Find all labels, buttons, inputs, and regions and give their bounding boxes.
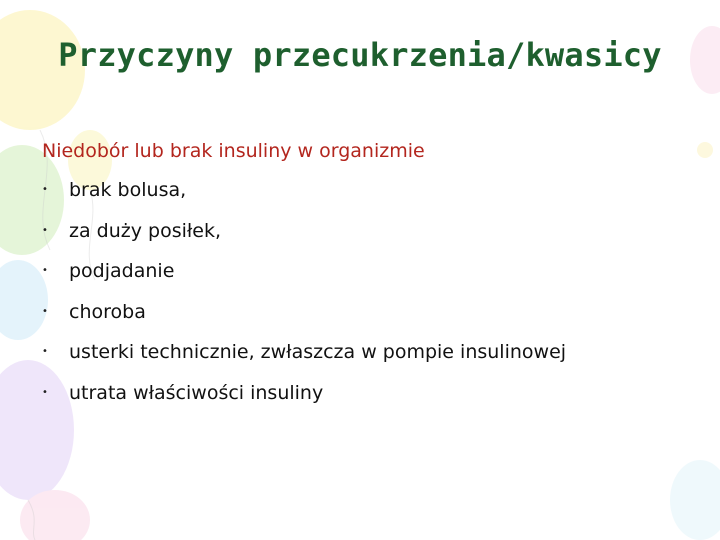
- bullet-text: usterki technicznie, zwłaszcza w pompie insulinowej: [69, 341, 567, 363]
- bullet-icon: •: [42, 184, 48, 195]
- blue-balloon: [0, 260, 48, 340]
- list-item: [42, 220, 566, 261]
- bullet-text: utrata właściwości insuliny: [69, 381, 324, 404]
- blue-balloon-right: [670, 460, 720, 540]
- list-item: [42, 179, 566, 220]
- list-item: [42, 341, 566, 382]
- bullet-text: za duży posiłek,: [69, 219, 222, 242]
- bullet-text: choroba: [69, 300, 146, 323]
- list-item: [42, 260, 566, 301]
- bullet-icon: •: [42, 305, 48, 317]
- bullet-text: podjadanie: [69, 260, 175, 282]
- bullet-icon: •: [42, 224, 48, 236]
- yellow-dot-right: [697, 142, 713, 158]
- bullet-icon: •: [42, 386, 48, 398]
- bullet-icon: •: [42, 346, 48, 357]
- list-item: [42, 301, 566, 342]
- slide-title: Przyczyny przecukrzenia/kwasicy: [58, 36, 662, 74]
- list-item: [42, 382, 566, 423]
- section-heading: Niedobór lub brak insuliny w organizmie: [42, 140, 425, 162]
- bullet-icon: •: [42, 265, 48, 276]
- bullet-list: [42, 179, 566, 422]
- bullet-text: brak bolusa,: [69, 179, 187, 201]
